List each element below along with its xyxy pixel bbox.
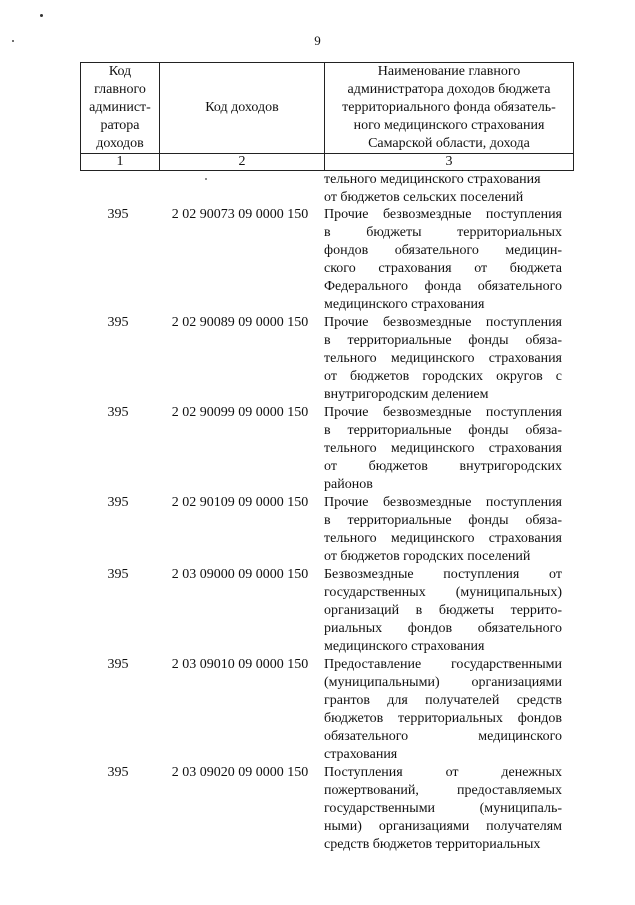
header-admin-line: Код (108, 64, 132, 79)
income-name (324, 656, 562, 764)
income-name (324, 494, 562, 566)
income-name-line: ными) организациями получателям (324, 819, 562, 834)
income-name-line: обязательного медицинского (324, 729, 562, 744)
income-name-line: районов (324, 477, 373, 492)
admin-code: 395 (107, 405, 129, 420)
income-code: 2 02 90073 09 0000 150 (171, 207, 309, 222)
table-row (80, 656, 570, 764)
income-code: 2 03 09010 09 0000 150 (171, 657, 309, 672)
income-name-line: тельного медицинского страхования (324, 531, 562, 546)
income-name (324, 314, 562, 404)
income-name-line: фондов обязательного медицин- (324, 243, 562, 258)
admin-code: 395 (107, 495, 129, 510)
income-name-line: государственных (муниципальных) (324, 585, 562, 600)
header-name-line: Наименование главного (377, 64, 521, 79)
table-row (80, 314, 570, 404)
header-income-code: Код доходов (160, 63, 325, 154)
income-name-line: Федерального фонда обязательного (324, 279, 562, 294)
income-name-line: Прочие безвозмездные поступления (324, 495, 562, 510)
income-name (324, 404, 562, 494)
income-name-line: медицинского страхования (324, 297, 485, 312)
income-name-line: государственными (муниципаль- (324, 801, 562, 816)
header-admin-line: главного (94, 82, 146, 97)
scan-speck (205, 178, 207, 180)
income-code: 2 02 90099 09 0000 150 (171, 405, 309, 420)
column-number-row (81, 154, 574, 171)
header-name-line: Самарской области, дохода (368, 136, 530, 151)
income-name-line: от бюджетов городских округов с (324, 369, 562, 384)
income-name-line: медицинского страхования (324, 639, 485, 654)
page-number: 9 (314, 33, 321, 48)
admin-code: 395 (107, 657, 129, 672)
income-name-line: тельного медицинского страхования (324, 441, 562, 456)
income-name-line: ского страхования от бюджета (324, 261, 562, 276)
continued-text (324, 171, 562, 207)
admin-code: 395 (107, 207, 129, 222)
table-row (80, 404, 570, 494)
scan-speck (40, 14, 43, 17)
income-name (324, 566, 562, 656)
income-name-line: тельного медицинского страхования (324, 351, 562, 366)
header-table (80, 62, 574, 171)
admin-code: 395 (107, 567, 129, 582)
income-code: 2 02 90089 09 0000 150 (171, 315, 309, 330)
income-name-line: Поступления от денежных (324, 765, 562, 780)
column-number: 3 (325, 154, 574, 171)
header-admin-line: ратора (100, 118, 140, 133)
header-row (81, 63, 574, 154)
table-row (80, 566, 570, 656)
income-name-line: бюджетов территориальных фондов (324, 711, 562, 726)
income-name-line: Безвозмездные поступления от (324, 567, 562, 582)
column-number: 2 (160, 154, 325, 171)
column-number: 1 (81, 154, 160, 171)
continued-line: тельного медицинского страхования (324, 172, 541, 187)
income-name-line: Прочие безвозмездные поступления (324, 405, 562, 420)
continued-line: от бюджетов сельских поселений (324, 190, 524, 205)
income-name (324, 206, 562, 314)
header-name-line: ного медицинского страхования (353, 118, 545, 133)
income-name-line: средств бюджетов территориальных (324, 837, 541, 852)
header-name-line: администратора доходов бюджета (347, 82, 551, 97)
income-name-line: от бюджетов городских поселений (324, 549, 531, 564)
header-admin-line: доходов (96, 136, 144, 151)
income-rows (80, 206, 570, 854)
table-row (80, 494, 570, 566)
income-name-line: внутригородским делением (324, 387, 489, 402)
income-name-line: от бюджетов внутригородских (324, 459, 562, 474)
income-name-line: страхования (324, 747, 398, 762)
income-code: 2 03 09020 09 0000 150 (171, 765, 309, 780)
income-name-line: в бюджеты территориальных (324, 225, 562, 240)
income-code: 2 03 09000 09 0000 150 (171, 567, 309, 582)
header-admin-line: админист- (89, 100, 151, 115)
income-name-line: риальных фондов обязательного (324, 621, 562, 636)
income-name-line: в территориальные фонды обяза- (324, 423, 562, 438)
header-name (325, 63, 574, 154)
income-name-line: в территориальные фонды обяза- (324, 513, 562, 528)
income-name-line: (муниципальными) организациями (324, 675, 562, 690)
income-name-line: в территориальные фонды обяза- (324, 333, 562, 348)
income-name-line: Прочие безвозмездные поступления (324, 207, 562, 222)
income-name (324, 764, 562, 854)
income-code: 2 02 90109 09 0000 150 (171, 495, 309, 510)
header-admin-code (81, 63, 160, 154)
header-name-line: территориального фонда обязатель- (342, 100, 556, 115)
admin-code: 395 (107, 765, 129, 780)
admin-code: 395 (107, 315, 129, 330)
income-name-line: организаций в бюджеты террито- (324, 603, 562, 618)
table-row (80, 206, 570, 314)
income-name-line: Предоставление государственными (324, 657, 562, 672)
income-name-line: грантов для получателей средств (324, 693, 562, 708)
table-row (80, 764, 570, 854)
income-name-line: пожертвований, предоставляемых (324, 783, 562, 798)
income-name-line: Прочие безвозмездные поступления (324, 315, 562, 330)
